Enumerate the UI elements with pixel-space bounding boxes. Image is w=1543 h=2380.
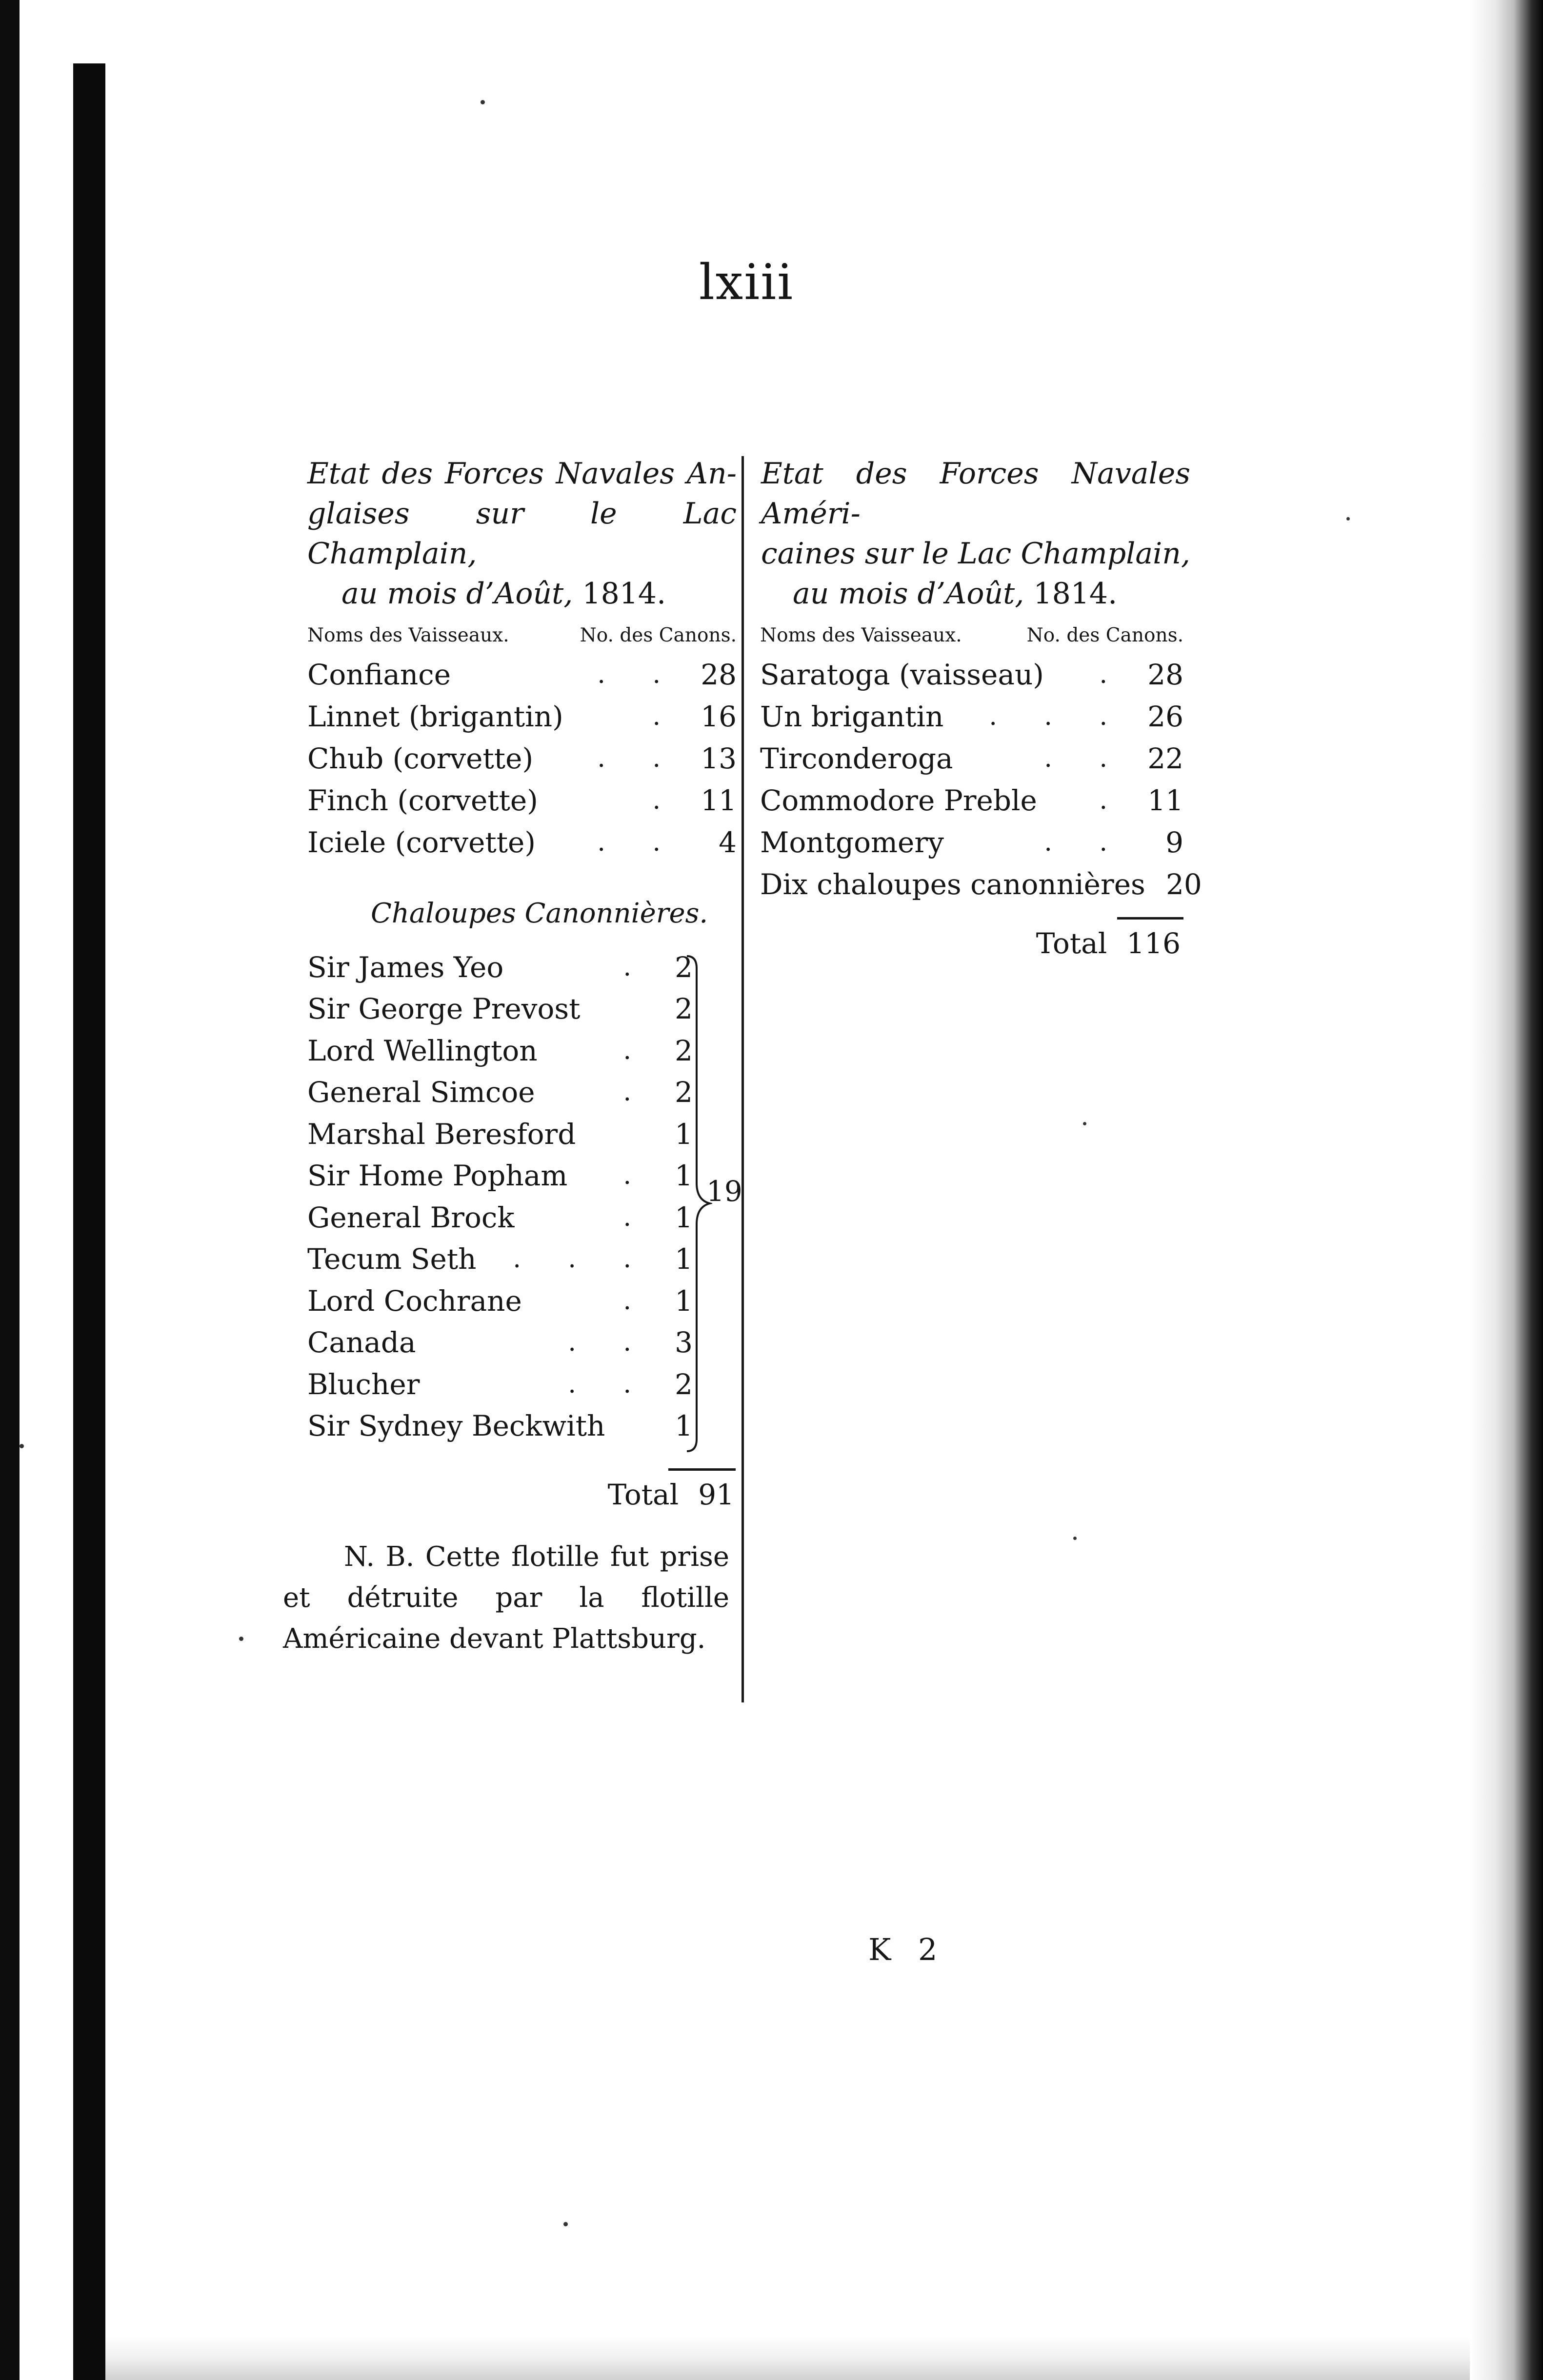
- british-column-headers: [307, 624, 737, 646]
- gun-count: 28: [701, 658, 737, 691]
- ship-name: Iciele (corvette): [307, 826, 536, 859]
- heading-line: [761, 574, 1190, 614]
- total-value: 91: [698, 1478, 734, 1511]
- gun-count: 1: [675, 1117, 693, 1151]
- leader-dots: .: [1099, 786, 1127, 815]
- ship-name: Sir James Yeo: [307, 950, 504, 984]
- total-label: Total: [607, 1478, 679, 1511]
- gun-count: 28: [1147, 658, 1183, 691]
- leader-dots: .: [1099, 660, 1127, 689]
- ship-row: [307, 1363, 693, 1405]
- ship-name: Confiance: [307, 658, 451, 691]
- leader-dots: .: [623, 952, 651, 982]
- ship-name: Un brigantin: [760, 700, 944, 733]
- heading-line: Etat des Forces Navales An-: [307, 457, 737, 491]
- heading-line: glaises sur le Lac Champlain,: [307, 497, 737, 571]
- ship-name: Tirconderoga: [760, 742, 953, 775]
- ship-row: [307, 946, 693, 988]
- ship-name: Sir George Prevost: [307, 992, 581, 1026]
- heading-line: caines sur le Lac Champlain,: [761, 537, 1190, 571]
- ship-row: [307, 1405, 693, 1447]
- ship-row: [760, 654, 1183, 696]
- ship-row: [760, 696, 1183, 738]
- ship-name: Montgomery: [760, 826, 944, 859]
- leader-dots: . .: [568, 1369, 651, 1399]
- column-header-ship-name: Noms des Vaisseaux.: [760, 624, 962, 646]
- gun-count: 4: [719, 826, 737, 859]
- heading-year: 1814.: [1033, 577, 1118, 611]
- ship-row: [307, 654, 737, 696]
- leader-dots: .: [623, 1202, 651, 1232]
- leader-dots: .: [623, 1036, 651, 1065]
- leader-dots: .: [623, 1286, 651, 1316]
- total-value: 116: [1126, 927, 1181, 960]
- gun-count: 20: [1166, 868, 1202, 901]
- column-divider: [741, 456, 744, 1702]
- ship-name: Lord Cochrane: [307, 1284, 522, 1318]
- ship-row: [760, 780, 1183, 821]
- ship-name: Canada: [307, 1326, 416, 1360]
- scan-speck: [1083, 1122, 1086, 1125]
- gun-count: 11: [1147, 784, 1183, 817]
- gun-count: 2: [675, 1076, 693, 1109]
- gun-count: 1: [675, 1200, 693, 1234]
- heading-line: [307, 574, 737, 614]
- leader-dots: .: [652, 786, 680, 815]
- ship-name: Linnet (brigantin): [307, 700, 563, 733]
- ship-row: [307, 1113, 693, 1155]
- ship-row: [307, 821, 737, 863]
- ship-name: General Brock: [307, 1200, 515, 1234]
- leader-dots: .: [652, 702, 680, 731]
- ship-row: [307, 1280, 693, 1322]
- binding-edge: [0, 0, 20, 2380]
- total-label: Total: [1036, 927, 1107, 960]
- british-gunboats-list: [307, 946, 693, 1447]
- gunboats-subtotal: 19: [706, 1175, 742, 1208]
- ship-row: [307, 1197, 693, 1239]
- ship-name: Sir Sydney Beckwith: [307, 1409, 605, 1443]
- ship-row: [760, 863, 1202, 905]
- gun-count: 2: [675, 950, 693, 984]
- leader-dots: . .: [1044, 744, 1127, 773]
- column-header-guns: No. des Canons.: [580, 624, 737, 646]
- gun-count: 3: [675, 1326, 693, 1360]
- heading-month: au mois d’Août,: [341, 577, 573, 611]
- ship-row: [307, 738, 737, 780]
- gun-count: 22: [1147, 742, 1183, 775]
- gun-count: 2: [675, 1034, 693, 1067]
- ship-name: Sir Home Popham: [307, 1159, 568, 1193]
- ship-row: [307, 1155, 693, 1197]
- ship-name: Lord Wellington: [307, 1034, 538, 1067]
- american-total: [927, 927, 1181, 960]
- leader-dots: .: [623, 1161, 651, 1191]
- ship-row: [307, 1030, 693, 1072]
- ship-name: Dix chaloupes canonnières: [760, 868, 1145, 901]
- page-gutter-shadow: [73, 63, 105, 2380]
- gun-count: 16: [701, 700, 737, 733]
- leader-dots: . .: [597, 744, 680, 773]
- page-number: lxiii: [699, 254, 794, 311]
- ship-row: [307, 1239, 693, 1280]
- column-header-ship-name: Noms des Vaisseaux.: [307, 624, 509, 646]
- heading-month: au mois d’Août,: [793, 577, 1024, 611]
- british-ships-list: [307, 654, 737, 863]
- gun-count: 9: [1165, 826, 1183, 859]
- heading-year: 1814.: [582, 577, 666, 611]
- ship-name: Blucher: [307, 1367, 420, 1401]
- gun-count: 26: [1147, 700, 1183, 733]
- ship-row: [307, 1322, 693, 1364]
- capture-note: N. B. Cette flotille fut prise et détruite par la flotille Américaine devant Plattsburg.: [283, 1541, 729, 1655]
- gun-count: 1: [675, 1284, 693, 1318]
- ship-name: Saratoga (vaisseau): [760, 658, 1044, 691]
- ship-row: [307, 780, 737, 821]
- ship-name: Finch (corvette): [307, 784, 538, 817]
- leader-dots: . . .: [989, 702, 1127, 731]
- gun-count: 1: [675, 1242, 693, 1276]
- sum-rule: [1117, 917, 1183, 920]
- gun-count: 2: [675, 992, 693, 1026]
- heading-line: Etat des Forces Navales Améri-: [761, 457, 1190, 531]
- american-ships-list: [760, 654, 1202, 905]
- page-right-edge: [1470, 0, 1543, 2380]
- column-header-guns: No. des Canons.: [1026, 624, 1183, 646]
- page-bottom-edge: [105, 2336, 1470, 2380]
- leader-dots: . .: [597, 660, 680, 689]
- scan-speck: [1073, 1537, 1077, 1540]
- ship-row: [307, 696, 737, 738]
- leader-dots: .: [623, 1078, 651, 1107]
- ship-name: Commodore Preble: [760, 784, 1037, 817]
- leader-dots: . . .: [513, 1244, 651, 1274]
- scan-speck: [563, 2222, 568, 2226]
- gun-count: 11: [701, 784, 737, 817]
- scan-speck: [20, 1444, 24, 1448]
- gun-count: 1: [675, 1409, 693, 1443]
- american-column-headers: [760, 624, 1183, 646]
- sum-rule: [668, 1468, 736, 1471]
- gun-count: 2: [675, 1367, 693, 1401]
- scan-speck: [239, 1637, 243, 1641]
- scan-speck: [481, 100, 485, 104]
- gun-count: 1: [675, 1159, 693, 1193]
- leader-dots: . .: [597, 828, 680, 857]
- ship-row: [760, 821, 1183, 863]
- ship-name: Chub (corvette): [307, 742, 534, 775]
- ship-name: General Simcoe: [307, 1076, 535, 1109]
- ship-row: [307, 988, 693, 1030]
- leader-dots: . .: [568, 1328, 651, 1358]
- british-forces-heading: [307, 454, 737, 614]
- leader-dots: . .: [1044, 828, 1127, 857]
- gun-count: 13: [701, 742, 737, 775]
- scan-speck: [1346, 517, 1350, 520]
- ship-name: Tecum Seth: [307, 1242, 477, 1276]
- british-total: [488, 1478, 734, 1511]
- ship-row: [307, 1072, 693, 1114]
- signature-mark: K 2: [868, 1932, 946, 1967]
- ship-name: Marshal Beresford: [307, 1117, 576, 1151]
- american-forces-heading: [761, 454, 1190, 614]
- ship-row: [760, 738, 1183, 780]
- gunboats-heading: Chaloupes Canonnières.: [371, 898, 708, 929]
